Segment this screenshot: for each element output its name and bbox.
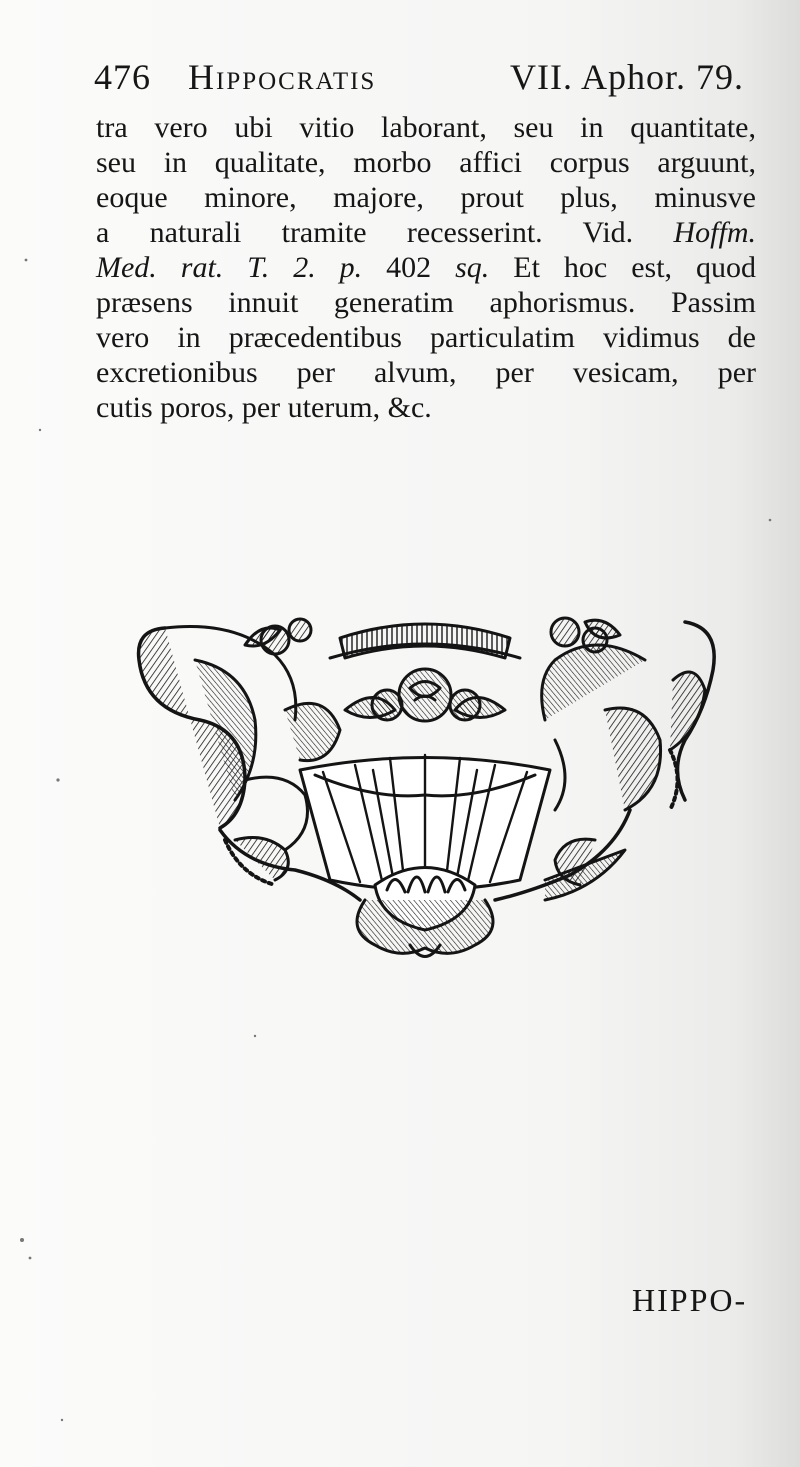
show-through-texture	[90, 560, 780, 591]
aphorism-reference: VII. Aphor. 79.	[510, 57, 744, 97]
text-line: cutis poros, per uterum, &c.	[96, 391, 432, 424]
text-line	[96, 215, 756, 250]
citation-page: 402	[362, 251, 456, 284]
text-run: Et hoc est, quod	[489, 251, 757, 284]
running-header	[94, 52, 744, 98]
catchword: HIPPO-	[632, 1282, 748, 1318]
text-line: tra vero ubi vitio laborant, seu in quantitate,	[96, 111, 756, 144]
page-number: 476	[94, 57, 151, 97]
citation-sq: sq.	[455, 251, 490, 284]
text-line: præsens innuit generatim aphorismus. Passim	[96, 286, 756, 319]
text-line: vero in præcedentibus particulatim vidimus de	[96, 321, 756, 354]
text-run: a naturali tramite recesserint. Vid.	[96, 216, 674, 249]
citation-work: Med. rat. T. 2. p.	[96, 251, 363, 284]
text-line	[96, 250, 756, 285]
citation-author: Hoffm.	[673, 216, 756, 249]
body-paragraph	[96, 110, 756, 425]
rococo-vase-ornament-icon	[125, 600, 725, 970]
text-line: eoque minore, majore, prout plus, minusve	[96, 181, 756, 214]
text-line: excretionibus per alvum, per vesicam, per	[96, 356, 756, 389]
running-head-title: Hippocratis	[188, 57, 377, 97]
text-line: seu in qualitate, morbo affici corpus arguunt,	[96, 146, 756, 179]
